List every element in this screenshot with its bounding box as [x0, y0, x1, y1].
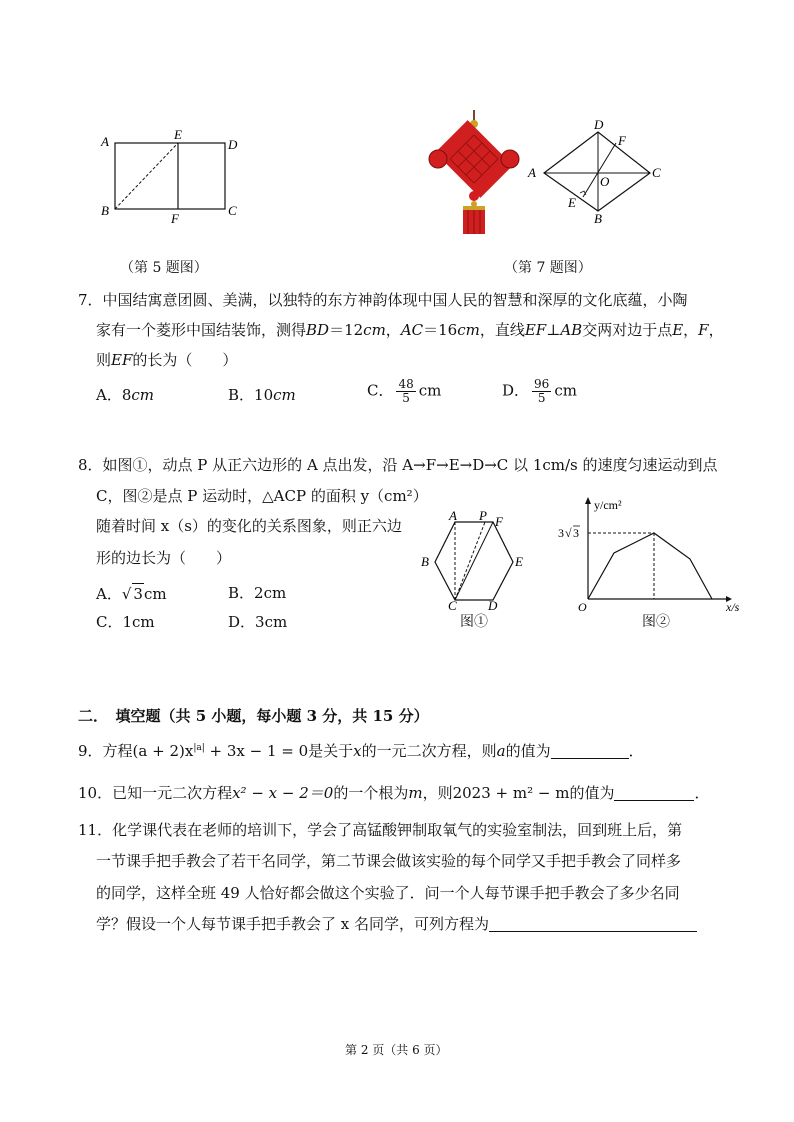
- label-d: D: [228, 137, 238, 152]
- q7-line1: 7．中国结寓意团圆、美满，以独特的东方神韵体现中国人民的智慧和深厚的文化底蕴，小陶: [78, 291, 688, 309]
- q8-line2: C，图②是点 P 运动时，△ACP 的面积 y（cm²）: [96, 487, 428, 505]
- q8-line4: 形的边长为（ ）: [96, 549, 232, 567]
- q9-answer-blank[interactable]: [551, 742, 629, 759]
- page-footer: 第 2 页（共 6 页）: [345, 1043, 448, 1057]
- q8-option-a[interactable]: A．√ 3cm: [96, 585, 167, 603]
- figure-7: [520, 115, 670, 230]
- q7-option-b[interactable]: B．10cm: [228, 386, 296, 404]
- label-f: F: [171, 211, 179, 225]
- caption-fig1: 图①: [460, 614, 488, 630]
- q11-line3: 的同学，这样全班 49 人恰好都会做这个实验了．问一个人每节课手把手教会了多少名同: [96, 884, 680, 902]
- label-a: A: [449, 510, 457, 523]
- caption-fig2: 图②: [642, 614, 670, 630]
- q7-option-d[interactable]: D． $\frac{96}{5}$ cm: [502, 377, 577, 405]
- x-axis-label: x/s: [726, 600, 740, 614]
- label-c: C: [228, 203, 237, 218]
- label-b: B: [101, 203, 109, 218]
- section-2-title: 二． 填空题（共 5 小题，每小题 3 分，共 15 分）: [78, 707, 429, 725]
- label-e: E: [174, 127, 182, 142]
- label-b: B: [594, 211, 602, 226]
- q7-option-c[interactable]: C． $\frac{48}{5}$ cm: [367, 377, 442, 405]
- q7-line3: 则EF的长为（ ）: [96, 351, 238, 369]
- q10: 10．已知一元二次方程x² − x − 2＝0的一个根为m，则2023 + m² − m的值为 ．: [78, 784, 710, 802]
- y-axis-label: y/cm²: [594, 498, 622, 512]
- q8-option-c[interactable]: C．1cm: [96, 613, 155, 631]
- figure-hexagon: [415, 510, 530, 610]
- caption-fig7: （第 7 题图）: [504, 260, 592, 276]
- q11-line1: 11．化学课代表在老师的培训下，学会了高锰酸钾制取氧气的实验室制法，回到班上后，第: [78, 821, 683, 839]
- figure-5: [95, 125, 245, 225]
- segment-ap: [455, 522, 493, 600]
- label-d: D: [594, 117, 604, 132]
- q10-answer-blank[interactable]: [614, 784, 694, 801]
- label-p: P: [479, 510, 487, 523]
- origin-label: O: [578, 600, 587, 614]
- peak-coef: 3: [558, 526, 564, 540]
- caption-fig5: （第 5 题图）: [120, 260, 208, 276]
- label-b: B: [421, 554, 429, 569]
- label-a: A: [101, 134, 109, 149]
- q11-answer-blank[interactable]: [489, 915, 697, 932]
- label-e: E: [568, 195, 576, 210]
- segment-cp: [455, 522, 485, 600]
- label-f: F: [495, 514, 503, 529]
- segment-be-dashed: [115, 143, 178, 209]
- label-o: O: [600, 174, 610, 189]
- chinese-knot-image: [428, 108, 520, 236]
- figure-graph: [550, 495, 760, 615]
- peak-root-sign: √: [565, 526, 572, 540]
- label-f: F: [618, 133, 626, 148]
- q8-line1: 8．如图①，动点 P 从正六边形的 A 点出发，沿 A→F→E→D→C 以 1cm/s 的速度匀速运动到点: [78, 456, 718, 474]
- rhombus-abcd: [544, 132, 650, 211]
- q7-line2: 家有一个菱形中国结装饰，测得BD＝12cm，AC＝16cm，直线EF⊥AB交两对边于点E，F，: [96, 321, 724, 339]
- q8-option-d[interactable]: D．3cm: [228, 613, 288, 631]
- q7-option-a[interactable]: A．8cm: [96, 386, 155, 404]
- label-c: C: [448, 598, 457, 610]
- peak-root: 3: [573, 526, 579, 540]
- label-c: C: [652, 165, 661, 180]
- q11-line2: 一节课手把手教会了若干名同学，第二节课会做该实验的每个同学又手把手教会了同样多: [96, 852, 682, 870]
- label-d: D: [488, 598, 498, 610]
- rectangle-abcd: [115, 143, 225, 209]
- area-curve: [588, 533, 712, 599]
- q8-line3: 随着时间 x（s）的变化的关系图象，则正六边: [96, 517, 402, 535]
- q11-line4: 学？假设一个人每节课手把手教会了 x 名同学，可列方程为: [96, 914, 697, 934]
- q8-option-b[interactable]: B．2cm: [228, 584, 287, 602]
- q9: 9．方程$(a + 2)x^{|a|} + 3x - 1 = 0$是关于x的一元二次方程，则a的值为 ．: [78, 742, 644, 760]
- label-a: A: [528, 165, 536, 180]
- label-e: E: [515, 554, 523, 569]
